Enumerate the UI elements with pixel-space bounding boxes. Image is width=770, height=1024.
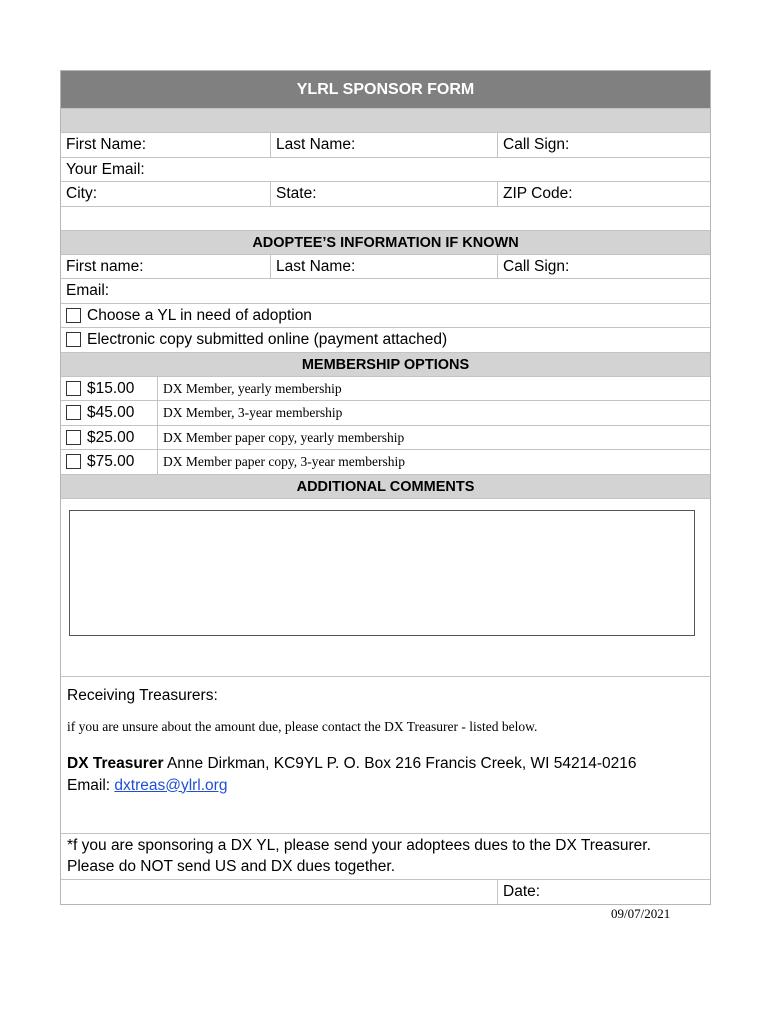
choose-yl-row — [61, 304, 710, 329]
sponsor-address-row — [61, 182, 710, 207]
sponsor-first-name-label: First Name: — [66, 136, 147, 153]
dues-note — [61, 834, 710, 880]
electronic-copy-row — [61, 328, 710, 353]
treasurer-instruction: if you are unsure about the amount due, please contact the DX Treasurer - listed below. — [67, 718, 538, 734]
adoptee-call-sign-label: Call Sign: — [503, 257, 570, 275]
adoptee-email-row — [61, 279, 710, 304]
membership-description: DX Member, yearly membership — [157, 377, 710, 401]
adoptee-call-sign-field[interactable] — [497, 255, 710, 279]
treasurer-role: DX Treasurer — [67, 754, 164, 772]
adoptee-first-name-label: First name: — [66, 257, 144, 275]
membership-description: DX Member, 3-year membership — [157, 401, 710, 425]
adoptee-email-field[interactable] — [61, 279, 710, 303]
adoptee-last-name-label: Last Name: — [276, 257, 356, 275]
membership-price: $45.00 — [87, 404, 135, 421]
adoptee-email-label: Email: — [66, 282, 110, 299]
revision-date: 09/07/2021 — [611, 906, 671, 921]
membership-option-row — [61, 450, 710, 475]
membership-option-row — [61, 377, 710, 402]
sponsor-last-name-label: Last Name: — [276, 136, 356, 153]
membership-description: DX Member paper copy, 3-year membership — [157, 450, 710, 474]
electronic-copy-label: Electronic copy submitted online (payment attached) — [87, 331, 448, 348]
sponsor-city-field[interactable] — [61, 182, 270, 206]
membership-option-row — [61, 401, 710, 426]
spacer-band — [61, 109, 710, 133]
membership-checkbox[interactable] — [66, 405, 81, 420]
adoptee-name-row — [61, 255, 710, 280]
sponsor-zip-label: ZIP Code: — [503, 185, 573, 202]
sponsor-form — [60, 70, 711, 905]
sponsor-state-label: State: — [276, 185, 317, 202]
membership-checkbox[interactable] — [66, 454, 81, 469]
membership-description: DX Member paper copy, yearly membership — [157, 426, 710, 450]
membership-price: $75.00 — [87, 453, 135, 470]
receiving-treasurers-label: Receiving Treasurers: — [67, 686, 218, 704]
sponsor-state-field[interactable] — [270, 182, 497, 206]
membership-heading: MEMBERSHIP OPTIONS — [61, 353, 710, 377]
treasurer-email-line — [67, 777, 227, 795]
blank-row — [61, 207, 710, 231]
sponsor-name-row — [61, 133, 710, 158]
membership-option-row — [61, 426, 710, 451]
comments-heading: ADDITIONAL COMMENTS — [61, 475, 710, 499]
date-row — [61, 880, 710, 905]
date-field[interactable] — [497, 880, 710, 905]
membership-price: $15.00 — [87, 379, 135, 397]
treasurer-address: Anne Dirkman, KC9YL P. O. Box 216 Francis Creek, WI 54214-0216 — [166, 754, 637, 772]
comments-section — [61, 499, 710, 677]
adoptee-heading: ADOPTEE’S INFORMATION IF KNOWN — [61, 231, 710, 255]
sponsor-last-name-field[interactable] — [270, 133, 497, 157]
treasurer-email-label: Email: — [67, 776, 111, 794]
treasurer-section — [61, 677, 710, 834]
sponsor-call-sign-label: Call Sign: — [503, 136, 570, 153]
sponsor-first-name-field[interactable] — [61, 133, 270, 157]
sponsor-call-sign-field[interactable] — [497, 133, 710, 157]
treasurer-details — [67, 755, 637, 773]
sponsor-city-label: City: — [66, 185, 97, 202]
sponsor-email-label: Your Email: — [66, 160, 145, 178]
choose-yl-checkbox[interactable] — [66, 308, 81, 323]
form-title: YLRL SPONSOR FORM — [61, 71, 710, 109]
adoptee-last-name-field[interactable] — [270, 255, 497, 279]
treasurer-email-link[interactable]: dxtreas@ylrl.org — [114, 776, 228, 794]
sponsor-zip-field[interactable] — [497, 182, 710, 206]
dues-note-line-1: *f you are sponsoring a DX YL, please send your adoptees dues to the DX Treasurer. — [67, 836, 651, 854]
adoptee-first-name-field[interactable] — [61, 255, 270, 279]
choose-yl-label: Choose a YL in need of adoption — [87, 306, 312, 324]
membership-price: $25.00 — [87, 428, 135, 446]
membership-checkbox[interactable] — [66, 430, 81, 445]
dues-note-line-2: Please do NOT send US and DX dues together. — [67, 857, 395, 875]
electronic-copy-checkbox[interactable] — [66, 332, 81, 347]
sponsor-email-row — [61, 158, 710, 183]
date-label: Date: — [503, 882, 541, 900]
sponsor-email-field[interactable] — [61, 158, 710, 182]
membership-checkbox[interactable] — [66, 381, 81, 396]
comments-textarea[interactable] — [69, 510, 695, 636]
